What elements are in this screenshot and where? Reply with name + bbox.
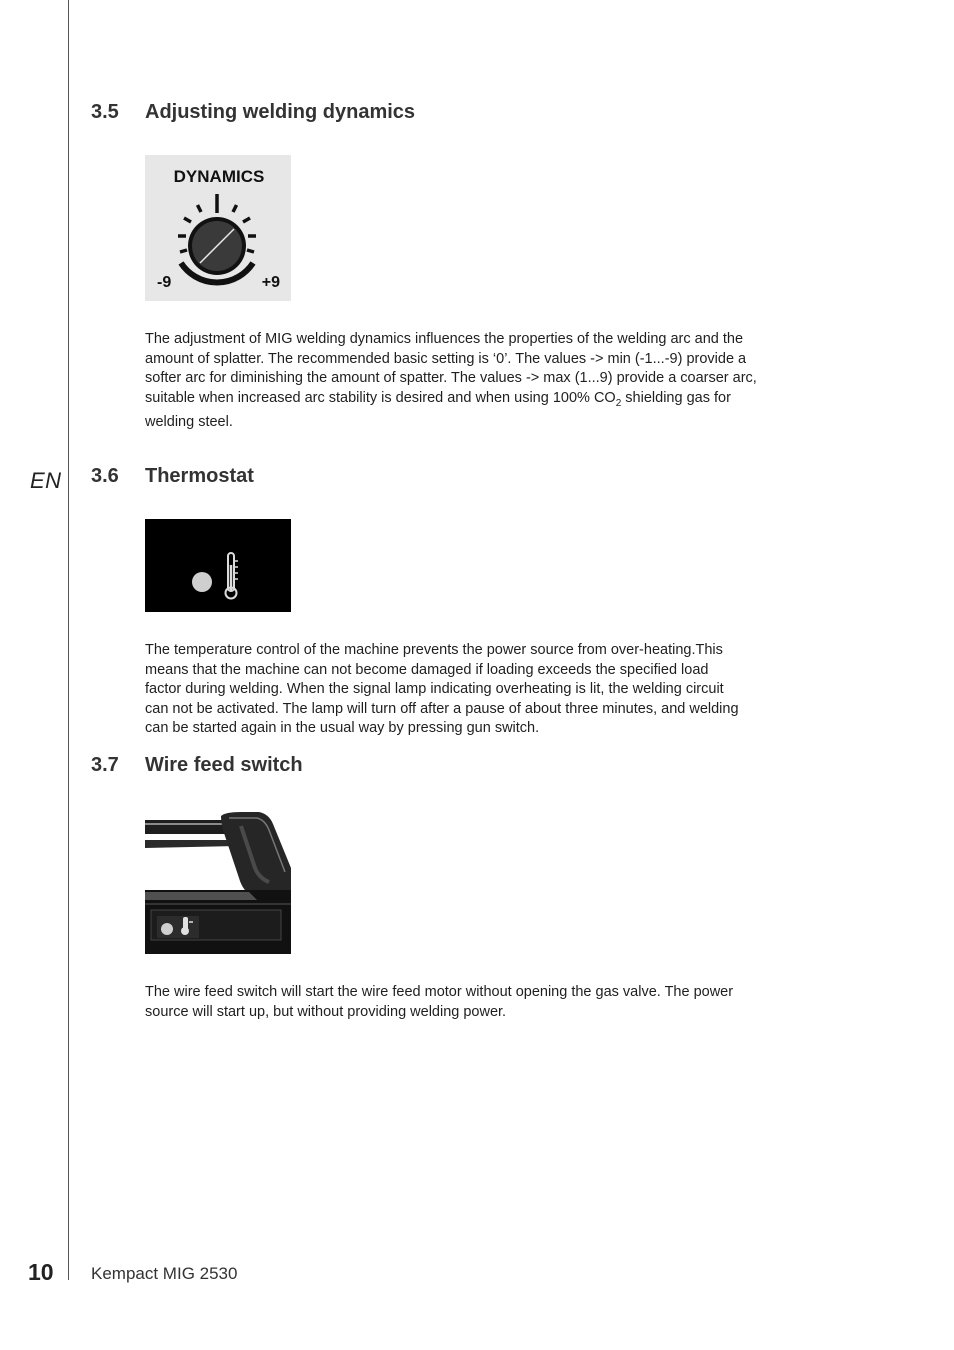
section-title: Thermostat [145,465,254,487]
dynamics-label: DYNAMICS [173,167,265,186]
section-heading-3-7 [91,754,303,777]
dynamics-max-label: +9 [261,274,280,291]
section-title: Adjusting welding dynamics [145,101,416,123]
section-number: 3.6 [91,465,119,487]
page-number: 10 [28,1259,54,1285]
section-title: Wire feed switch [145,754,303,776]
wire-feed-switch-icon [145,812,291,954]
signal-lamp-icon [192,572,212,592]
dynamics-knob-icon [145,155,291,301]
section-number: 3.5 [91,101,119,123]
thermostat-paragraph: The temperature control of the machine prevents the power source from over-heating.This means that the machine can not become damaged if loading exceeds the specified load factor during welding. When the signal lamp indicating overheating is lit, the welding circuit can not be activated. The lamp will turn off after a pause of about three minutes, and welding can be started again in the usual way by pressing gun switch. [145,642,739,736]
margin-rule [68,0,69,1280]
dynamics-min-label: -9 [157,274,172,291]
wire-feed-paragraph: The wire feed switch will start the wire feed motor without opening the gas valve. The power source will start up, but without providing welding power. [145,984,734,1020]
indicator-lamp-icon [161,923,173,935]
dynamics-knob-figure [145,155,291,301]
wire-feed-switch-photo [145,812,291,954]
section-heading-3-5 [91,101,415,124]
language-tab: EN [30,468,62,493]
thermostat-figure [145,519,291,612]
dynamics-paragraph: The adjustment of MIG welding dynamics influences the properties of the welding arc and the amount of splatter. The recommended basic setting is ‘0’. The values -> min (-1...-9) provide a softer arc for diminishing the amount of spatter. The values -> max (1...9) provide a coarser arc, suitable when increased arc stability is desired and when using 100% $CO_2$ shielding gas for welding steel. [145,331,757,430]
section-number: 3.7 [91,754,119,776]
thermometer-icon [145,519,291,612]
footer-divider [68,1266,69,1280]
footer-product-title: Kempact MIG 2530 [91,1264,238,1283]
section-heading-3-6 [91,465,254,488]
